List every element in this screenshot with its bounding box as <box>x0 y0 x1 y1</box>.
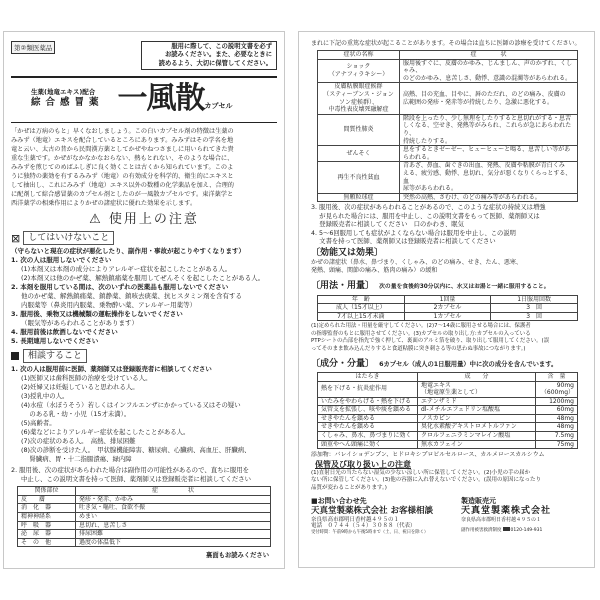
text-line: 電話 ０７４４（５４）３０８８（代表） <box>311 523 416 530</box>
ingredients-heading <box>311 355 584 370</box>
text-line: みみず（地竜）エキスを配合しているところにあります。みみずはその学名を地 <box>11 137 234 145</box>
text-line: が見られた場合には、服用を中止し、この説明文書をもって医師、薬剤師又は <box>311 212 540 220</box>
text-line: 登録販売者に相談してください 口のかわき、眠気 <box>311 221 464 229</box>
cell-text: 無顆粒球症 <box>343 193 374 201</box>
cell-text: ショック <box>346 63 371 71</box>
cell-text: 60mg <box>556 406 574 414</box>
text-line: 1. 次の人は服用前に医師、薬剤師又は登録販売者に相談してください <box>11 365 212 374</box>
dosage-table <box>317 295 578 322</box>
text-line: 7才以上15才未満 <box>318 312 405 321</box>
text-line: 相談すること <box>23 349 87 363</box>
text-line: PTPシートの凸部を指先で強く押して、裏面のアルミ箔を破り、取り出して服用してください。(誤 <box>311 338 549 345</box>
text-line: 天真堂製薬株式会社 お客様相談 <box>311 505 433 516</box>
free-dial-icon <box>503 527 510 531</box>
text-line: 1日服用回数 <box>491 295 578 304</box>
cell-text: エテンザミド <box>421 397 457 405</box>
text-line: 3 回 <box>491 304 578 313</box>
serious-symptom-table <box>317 50 578 202</box>
text-line: 症 状 <box>400 51 578 60</box>
cell-text: 無水カフェイン <box>421 440 463 448</box>
text-line: 副作用被害救済制度 <box>461 528 502 534</box>
text-line: (3)授乳中の人。 <box>21 392 69 401</box>
text-line: 内服薬等（鼻炎用内服薬、乗物酔い薬、アレルギー用薬等） <box>21 301 197 310</box>
text-line: 1カプセル <box>404 312 491 321</box>
text-line: 〔用法・用量〕 <box>311 280 375 291</box>
text-line: みみずを煎じてのめばふしぎに良く効くことは古くから知られています。このよ <box>11 164 234 172</box>
text-line: うに独特の薬効を有するみみず（地竜）の有効成分を科学的、衛生的にエキスと <box>11 173 234 181</box>
table-row <box>318 423 578 432</box>
efficacy-text <box>311 259 584 274</box>
table-row <box>318 406 578 415</box>
cell-text: クロルフェニラミンマレイン酸塩 <box>421 432 511 440</box>
cell-text: のどのかゆみ、息苦しさ、動悸、意識の混濁等があらわれる。 <box>403 74 572 82</box>
product-logo <box>118 82 233 116</box>
text-line: (2)妊婦又は妊娠していると思われる人。 <box>21 383 139 392</box>
storage-heading: 保管及び取り扱い上の注意 <box>315 460 411 470</box>
dont-list <box>11 247 277 346</box>
text-line: (1)定められた用法・用量を厳守してください。(2)7〜14歳に服用させる場合には、保護者 <box>311 323 531 330</box>
text-line: 呼 吸 器 <box>18 521 76 530</box>
text-line: ない所に保管してください。(3)他の容器に入れ替えないでください。(誤用の原因になったり <box>311 477 541 484</box>
text-line: 製造販売元 <box>461 496 496 505</box>
text-line: 症 状 <box>76 487 271 496</box>
cell-text: 持続したりする。 <box>403 137 452 145</box>
text-line: 西洋薬学の相乗作用によりかぜの諸症状に優れた効果を示します。 <box>11 200 197 208</box>
text-line: の指導監督のもとに服用させてください。(3)カプセルの取り出し方:カプセルの入っている <box>311 330 531 337</box>
cell-text: （地竜原生薬として） <box>421 389 482 397</box>
cell-text: 1200mg <box>549 397 574 405</box>
table-row <box>318 381 578 397</box>
contact-block <box>311 497 453 536</box>
text-line: してはいけないこと <box>23 231 114 245</box>
product-name: 一風散 <box>117 80 205 116</box>
text-line: (1)医師又は歯科医師の治療を受けている人。 <box>21 374 152 383</box>
cell-text: 再生不良性貧血 <box>337 173 380 181</box>
dont-section-header <box>11 231 277 245</box>
notice-line: 服用に際して、この説明文書を必ず <box>171 43 272 50</box>
right-items <box>311 204 584 246</box>
consult-icon <box>11 352 19 360</box>
table-row <box>318 83 578 114</box>
read-notice-box <box>141 41 277 70</box>
text-line: (4)水痘（水ぼうそう）若しくはインフルエンザにかかっている又はその疑い <box>21 401 241 410</box>
text-line: して抽出し、これにみみず（地竜）エキス以外の数種の化学薬品を加え、合理的 <box>11 182 234 190</box>
text-line: 4. 服用前後は飲酒しないでください <box>11 328 118 337</box>
text-line: 腎臓病、胃・十二指腸潰瘍、緑内障 <box>21 455 132 464</box>
text-line: 2. 服用後、次の症状があらわれた場合は副作用の可能性があるので、直ちに服用を <box>11 466 250 475</box>
text-line: 3. 服用後、次の症状があらわれることがあるので、このような症状の持続又は増強 <box>311 204 546 212</box>
text-line: に配剤して綜合感冒薬のカプセル剤としたのが一風散カプセルです。東洋薬学と <box>11 191 234 199</box>
text-line: ■お問い合わせ先 <box>311 496 367 505</box>
text-line: ってそのまま飲み込んだりすると食道粘膜に突き刺さる等の思わぬ事故につながります。) <box>311 345 526 352</box>
table-row <box>318 440 578 449</box>
text-line: 1. 次の人は服用しないでください <box>11 256 112 265</box>
text-line: 3 回 <box>491 312 578 321</box>
text-line: 天真堂製薬株式会社 <box>461 505 552 516</box>
see-reverse-note: 裏面もお読みください <box>206 552 269 560</box>
text-line: 成 分 <box>418 372 536 381</box>
table-row <box>318 162 578 193</box>
cell-text: 高熱、目の充血、目やに、唇のただれ、のどの痛み、皮膚の <box>403 90 566 98</box>
divider <box>11 122 277 124</box>
storage-notes <box>311 470 584 492</box>
cell-text: （アナフィラキシー） <box>328 70 389 78</box>
manufacturer-block <box>461 497 584 536</box>
text-line: 息切れ、息苦しさ <box>76 521 271 530</box>
text-line: 発疹・発赤、かゆみ <box>76 495 271 504</box>
subtitle: 生薬(地竜エキス)配合 <box>31 88 96 97</box>
text-line: 次の量を食後約30分以内に、水又はお湯と一緒に服用すること。 <box>379 283 550 290</box>
text-line: 受付時間：午前9時から午後5時まで（土、日、祝日を除く） <box>311 529 429 535</box>
serious-intro: まれに下記の重篤な症状が起こることがあります。その場合は直ちに医師の診療を受けてください。 <box>311 40 581 47</box>
table-row <box>318 193 578 202</box>
text-line: 〔成分・分量〕 <box>311 358 375 369</box>
text-line: 年 齢 <box>318 295 405 304</box>
caution-heading <box>11 211 277 229</box>
text-line: 奈良県高市郡明日香村越４９５の１ <box>461 516 542 523</box>
notice-line: お読みください。また、必要なときに <box>164 51 272 59</box>
text-line: そ の 他 <box>18 538 76 547</box>
text-line: かぜの諸症状（鼻水、鼻づまり、くしゃみ、のどの痛み、せき、たん、悪寒、 <box>311 259 522 267</box>
text-line: 奈良県高市郡明日香村越４９５の１ <box>311 516 400 523</box>
footer-row <box>311 497 584 536</box>
table-row <box>318 397 578 406</box>
side-effect-table <box>17 486 271 547</box>
drug-class-badge: 第②類医薬品 <box>11 41 55 54</box>
text-line: のある乳・幼・小児（15才未満）。 <box>21 410 131 419</box>
table-header <box>318 51 578 60</box>
cell-text: 広範囲の発疹・発赤等が持続したり、急激に悪化する。 <box>403 98 554 106</box>
cell-text: える、疲労感、動悸、息切れ、気分が悪くなりくらっとする、血 <box>403 169 572 185</box>
text-line: めまい <box>76 513 271 522</box>
cell-text: ノスカピン <box>421 414 451 422</box>
cell-text: しくなる、空せき、発熱等がみられ、これらが急にあらわれたり、 <box>403 122 572 137</box>
text-line: 精神神経系 <box>18 513 76 522</box>
text-line: 他のかぜ薬、解熱鎮痛薬、鎮静薬、鎮咳去痰薬、抗ヒスタミン剤を含有する <box>21 292 242 301</box>
cell-text: （スティーブンス・ジョンソン症候群）、 <box>323 90 394 106</box>
consult-section-header <box>11 349 277 363</box>
text-line: (8)次の診断を受けた人。 甲状腺機能障害、糖尿病、心臓病、高血圧、肝臓病、 <box>21 446 251 455</box>
cell-text: 48mg <box>556 414 574 422</box>
text-line: (6)薬などによりアレルギー症状を起こしたことがある人。 <box>21 428 190 437</box>
prohibited-icon: ⊠ <box>11 231 21 245</box>
cell-text: 息をするときゼーゼー、ヒューヒューと鳴る、息苦しい等があらわれる。 <box>403 146 571 161</box>
insert-front-page <box>3 31 285 569</box>
cell-text: 75mg <box>556 440 574 448</box>
text-line: 4. 5〜6回服用しても症状がよくならない場合は服用を中止し、この説明 <box>311 229 516 237</box>
text-line: 重な生薬です。かぜがなかなかなおらない、熱もとれない、そのような場合に、 <box>11 155 234 163</box>
text-line: 6カプセル（成人の1日服用量）中に次の成分を含んでいます。 <box>379 360 558 368</box>
text-line: (2)本剤又は他のかぜ薬、解熱鎮痛薬を服用してぜんそくを起こしたことがある人。 <box>21 274 265 283</box>
cell-text: 突然の高熱、さむけ、のどの痛み等があらわれる。 <box>403 193 541 201</box>
ingredients-table <box>317 372 578 449</box>
cell-text: くしゃみ、鼻水、鼻づまりに効く <box>321 432 412 440</box>
notice-line: 読めるよう、大切に保管してください。 <box>158 59 272 67</box>
cell-text: 気管支を拡張し、咳や痰を鎮める <box>321 406 412 414</box>
cell-text: 7.5mg <box>554 432 574 440</box>
cell-text: 90mg <box>556 381 574 389</box>
additives: 添加物：バレイショデンプン、ヒドロキシプロピルセルロース、カルメロースカルシウム <box>311 452 545 459</box>
text-line: 過度の体温低下 <box>76 538 271 547</box>
text-line: 使用上の注意 <box>108 212 199 228</box>
text-line: 「かぜは万病のもと」早くなおしましょう。この白いカプセル剤の特徴は生薬の <box>11 128 234 136</box>
cell-text: 地竜エキス <box>421 381 451 389</box>
text-line: 竜と云い、太古の昔から民間漢方薬としてかぜやねつさましに用いられてきた貴 <box>11 146 234 154</box>
dosage-notes <box>311 323 584 353</box>
text-line: 含 量 <box>536 372 578 381</box>
product-suffix: カプセル <box>204 101 233 110</box>
text-line: 成人（15才以上） <box>318 304 405 313</box>
title-row <box>11 82 277 116</box>
text-line: 消 化 器 <box>18 504 76 513</box>
cell-text: 青あざ、鼻血、歯ぐきの出血、発熱、皮膚や粘膜が青白くみ <box>403 162 565 170</box>
text-line: 皮 膚 <box>18 495 76 504</box>
table-header <box>318 372 578 381</box>
cell-text: dl-メチルエフェドリン塩酸塩 <box>421 406 501 414</box>
efficacy-heading: 〔効能又は効果〕 <box>311 248 384 259</box>
text-line: 2. 本剤を服用している間は、次のいずれの医薬品も服用しないでください <box>11 283 229 292</box>
text-line: はたらき <box>318 372 418 381</box>
text-line: 5. 長期連用しないでください <box>11 337 99 346</box>
text-line: 排尿困難 <box>76 530 271 539</box>
cell-text: 臭化水素酸デキストロメトルファン <box>421 423 517 431</box>
cell-text: せきやたんを鎮める <box>321 423 376 431</box>
cell-text: 頭重やへん頭痛に効く <box>321 440 382 448</box>
text-line: (1)直射日光の当たらない湿気の少ない涼しい所に保管してください。(2)小児の手の届か <box>311 470 531 477</box>
dosage-heading <box>311 277 584 293</box>
left-header-row <box>11 41 277 70</box>
insert-back-page <box>298 31 595 568</box>
cell-text: 尿等があらわれる。 <box>403 185 458 193</box>
text-line: 品質が変わることがあります。) <box>311 484 387 491</box>
cell-text: 階段を上ったり、少し無理をしたりすると息切れがする・息苦 <box>403 114 572 122</box>
text-line: 関係部位 <box>18 487 76 496</box>
cell-text: （600mg） <box>540 389 574 397</box>
text-line: （眠気等があらわれることがあります） <box>21 319 138 328</box>
cell-text: せきやたんを鎮める <box>321 414 376 422</box>
table-row <box>318 146 578 162</box>
text-line: (5)高齢者。 <box>21 419 56 428</box>
text-line: (7)次の症状のある人。 高熱、排尿困難 <box>21 437 136 446</box>
text-line: 0120-149-931 <box>510 528 543 534</box>
text-line: 3. 服用後、乗物又は機械類の運転操作をしないでください <box>11 310 183 319</box>
text-line: 2カプセル <box>404 304 491 313</box>
table-row <box>318 59 578 83</box>
category: 綜合感冒薬 <box>31 97 104 109</box>
cell-text: 皮膚粘膜眼症候群 <box>334 83 383 91</box>
cell-text: 熱を下げる・抗炎症作用 <box>321 385 388 393</box>
intro-paragraph <box>11 127 277 208</box>
text-line: （守らないと現在の症状が悪化したり、副作用・事故が起こりやすくなります） <box>11 247 245 256</box>
text-line: 中止し、この説明文書を持って医師、薬剤師又は登録販売者に相談してください <box>21 475 252 484</box>
cell-text: 48mg <box>556 423 574 431</box>
cell-text: 中毒性表皮壊死融解症 <box>328 106 389 114</box>
text-line: 文書を持って医師、薬剤師又は登録販売者に相談してください <box>311 237 496 245</box>
cell-text: いたみをやわらげる・熱を下げる <box>321 397 412 405</box>
text-line: 泌 尿 器 <box>18 530 76 539</box>
table-row <box>318 414 578 423</box>
text-line: 症状の名称 <box>318 51 400 60</box>
text-line: 発熱、頭痛、関節の痛み、筋肉の痛み）の緩和 <box>311 266 438 274</box>
cell-text: ぜんそく <box>346 149 371 157</box>
table-row <box>318 114 578 145</box>
consult-list <box>11 365 277 484</box>
cell-text: 間質性肺炎 <box>343 126 374 134</box>
cell-text: 服用後すぐに、皮膚のかゆみ、じんましん、声のかすれ、くしゃみ、 <box>403 59 573 75</box>
text-line: (1)本剤又は本剤の成分によりアレルギー症状を起こしたことがある人。 <box>21 265 232 274</box>
text-line: 1回量 <box>404 295 491 304</box>
divider <box>11 76 277 78</box>
warning-triangle-icon: ⚠ <box>89 212 103 228</box>
text-line: 吐き気・嘔吐、食欲不振 <box>76 504 271 513</box>
table-row <box>318 432 578 441</box>
